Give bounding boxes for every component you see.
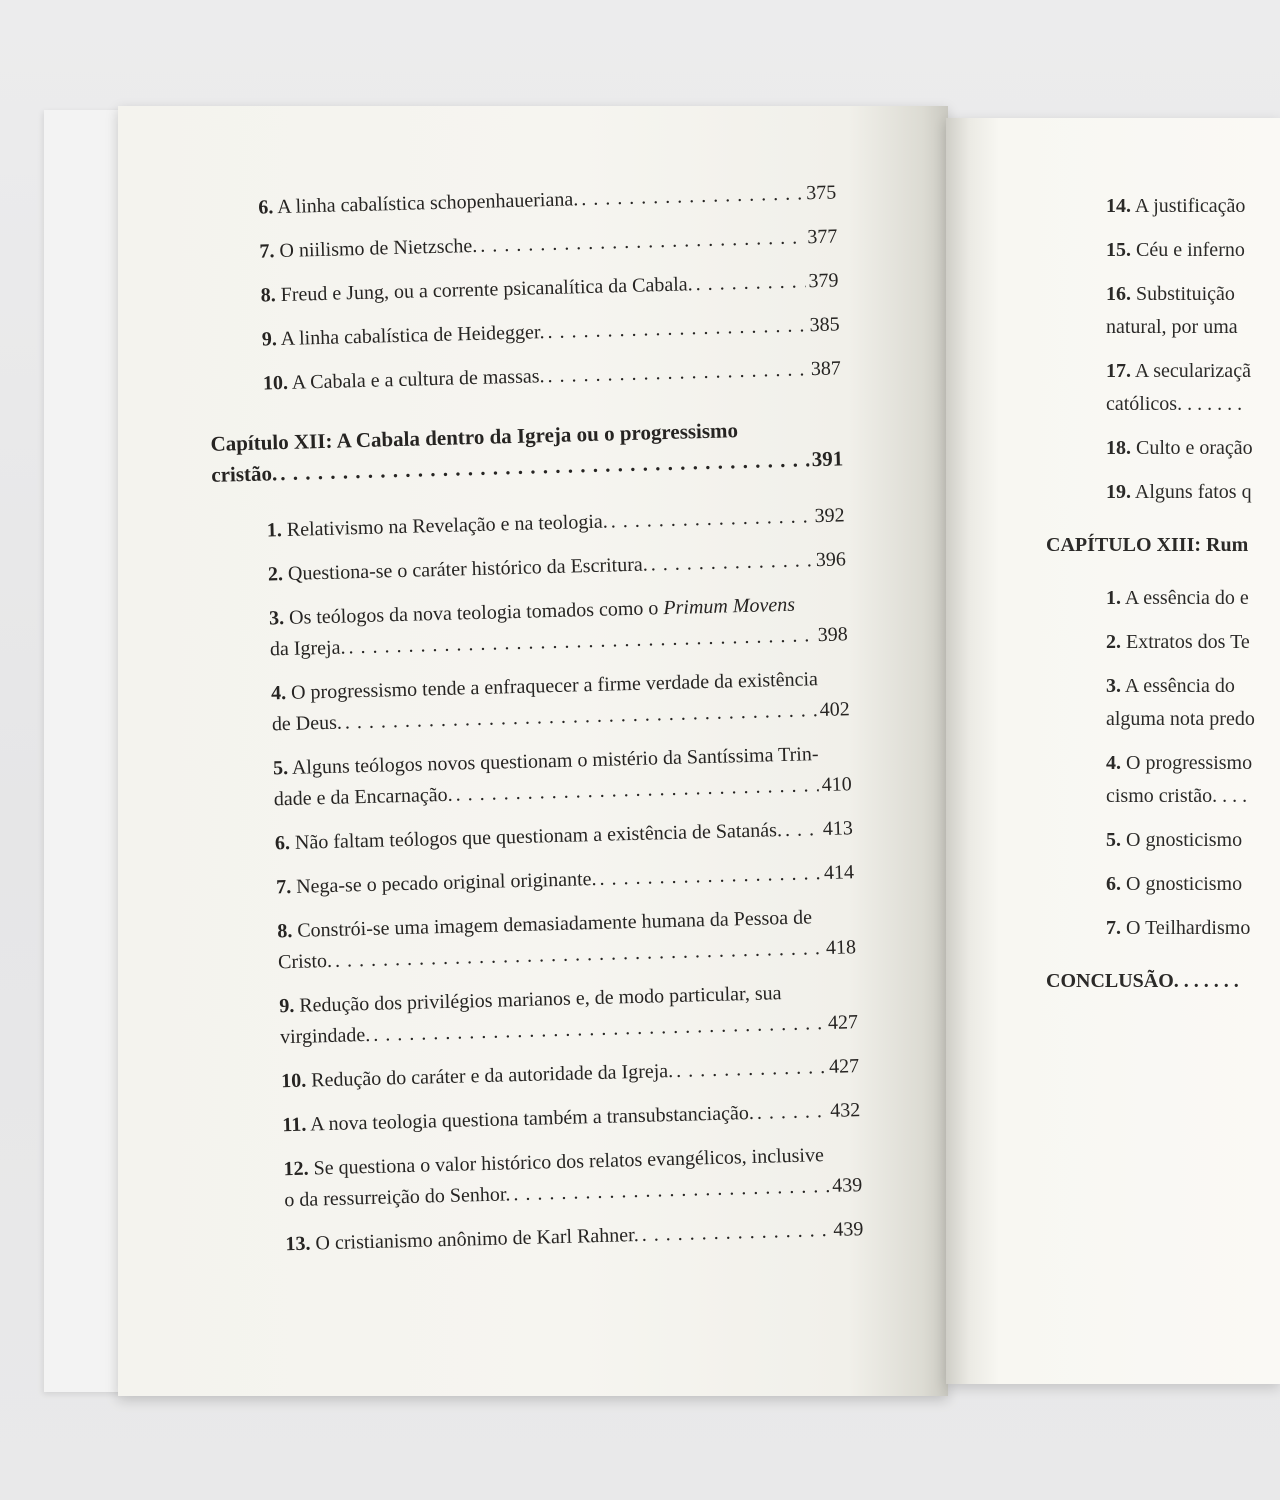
toc-entry: 14. A justificação bbox=[1106, 195, 1246, 217]
toc-entry: 6. O gnosticismo bbox=[1106, 873, 1243, 895]
right-page bbox=[946, 118, 1280, 1384]
toc-entry: 5. O gnosticismo bbox=[1106, 829, 1243, 851]
toc-entry: 10. Redução do caráter e da autoridade da Igreja. . . . 427 bbox=[227, 1051, 860, 1099]
toc-entry: 9. A linha cabalística de Heidegger. . . . 385 bbox=[207, 309, 840, 357]
toc-entry: 13. O cristianismo anônimo de Karl Rahner. . . . 439 bbox=[231, 1214, 864, 1262]
left-page bbox=[118, 106, 948, 1396]
toc-entry: 5. Alguns teólogos novos questionam o mistério da Santíssima Trin- dade e da Encarnação. . . . 410 bbox=[219, 738, 852, 817]
chapter-page: 391 bbox=[811, 446, 844, 472]
right-toc bbox=[1046, 190, 1280, 1018]
book-back-cover bbox=[44, 110, 124, 1392]
chapter-title-line2: cristão. bbox=[211, 461, 278, 487]
chapter-heading: CAPÍTULO XIII: Rum bbox=[1046, 534, 1249, 556]
toc-entry: 10. A Cabala e a cultura de massas. . . . 387 bbox=[209, 353, 842, 401]
toc-entry: 18. Culto e oração bbox=[1106, 437, 1253, 459]
toc-entry: 7. O Teilhardismo bbox=[1106, 917, 1251, 939]
toc-entry: 6. A linha cabalística schopenhaueriana. . . . 375 bbox=[204, 177, 837, 225]
toc-entry: 4. O progressismo tende a enfraquecer a firme verdade da existência de Deus. . . . 402 bbox=[217, 663, 850, 742]
toc-entry: 1. Relativismo na Revelação e na teologia. . . . 392 bbox=[212, 500, 845, 548]
toc-entry: 3. Os teólogos da nova teologia tomados como o Primum Movens da Igreja. . . . 398 bbox=[215, 588, 848, 667]
toc-entry: 4. O progressismo cismo cristão. . . . bbox=[1106, 752, 1253, 807]
toc-entry: 2. Extratos dos Te bbox=[1106, 631, 1250, 653]
toc-entry: 12. Se questiona o valor histórico dos relatos evangélicos, inclusive o da ressurreição do Senhor. . . . 439 bbox=[229, 1139, 862, 1218]
toc-entry: 19. Alguns fatos q bbox=[1106, 481, 1252, 503]
toc-entry: 8. Freud e Jung, ou a corrente psicanalítica da Cabala. . . . 379 bbox=[206, 265, 839, 313]
left-toc bbox=[204, 177, 864, 1274]
conclusion-heading: CONCLUSÃO. . . . . . . bbox=[1046, 970, 1239, 992]
toc-entry: 8. Constrói-se uma imagem demasiadamente humana da Pessoa de Cristo. . . . 418 bbox=[223, 901, 856, 980]
toc-entry: 2. Questiona-se o caráter histórico da Escritura. . . . 396 bbox=[214, 544, 847, 592]
toc-entry: 16. Substituição natural, por uma bbox=[1106, 283, 1238, 338]
toc-entry: 11. A nova teologia questiona também a transubstanciação. . . . 432 bbox=[228, 1095, 861, 1143]
toc-entry: 3. A essência do alguma nota predo bbox=[1106, 675, 1255, 730]
chapter-heading bbox=[210, 412, 843, 491]
toc-entry: 15. Céu e inferno bbox=[1106, 239, 1245, 261]
toc-entry: 6. Não faltam teólogos que questionam a existência de Satanás. . . . 413 bbox=[221, 813, 854, 861]
toc-entry: 7. O niilismo de Nietzsche. . . . 377 bbox=[205, 221, 838, 269]
chapter-title-line1: Capítulo XII: A Cabala dentro da Igreja ou o progressismo bbox=[210, 418, 739, 456]
toc-entry: 1. A essência do e bbox=[1106, 587, 1249, 609]
toc-entry: 7. Nega-se o pecado original originante. . . . 414 bbox=[222, 857, 855, 905]
toc-entry: 9. Redução dos privilégios marianos e, de modo particular, sua virgindade. . . . 427 bbox=[225, 976, 858, 1055]
toc-entry: 17. A secularizaçã católicos. . . . . . . bbox=[1106, 360, 1251, 415]
